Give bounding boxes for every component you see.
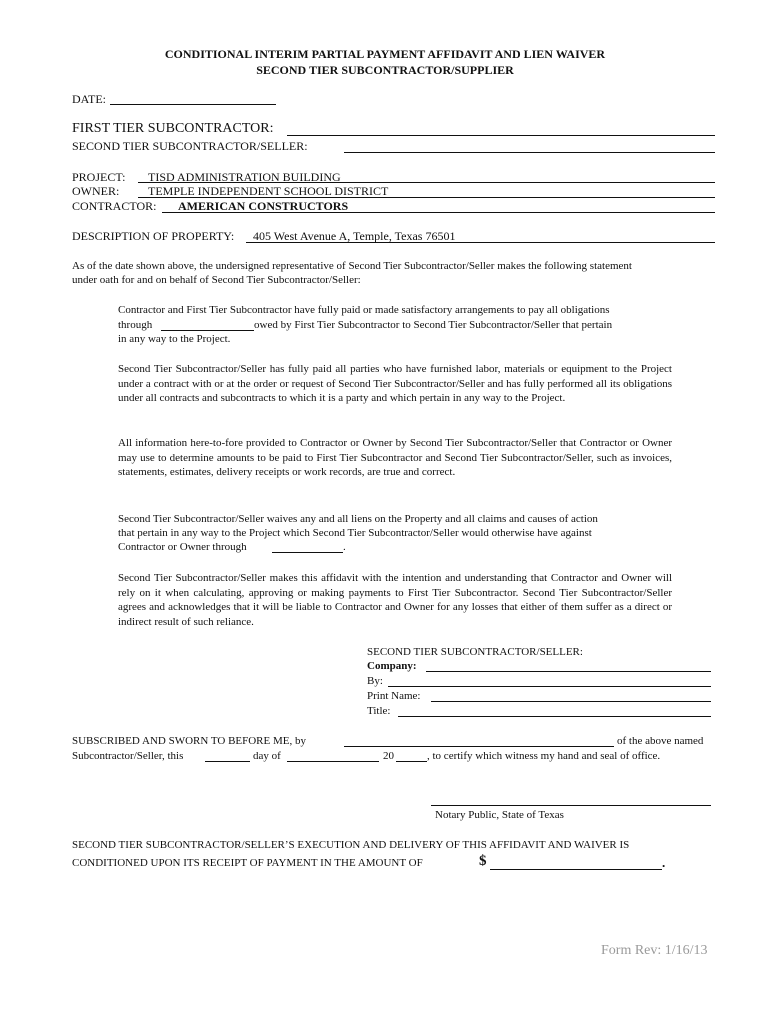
p1-line-2: owed by First Tier Subcontractor to Second Tier Subcontractor/Seller that pertain [254,319,613,331]
p4-line-3: Contractor or Owner through [118,541,247,553]
sworn-day-field[interactable] [205,761,250,762]
dollar-sign: $ [479,853,487,869]
title-field[interactable] [398,716,711,717]
second-tier-label: SECOND TIER SUBCONTRACTOR/SELLER: [72,139,308,153]
property-label: DESCRIPTION OF PROPERTY: [72,229,235,243]
sworn-line-2c: 20 [383,750,394,762]
owner-label: OWNER: [72,184,120,198]
p1-line-1: Contractor and First Tier Subcontractor have fully paid or made satisfactory arrangements to pay all obligations [118,304,610,316]
company-label-text: Company [367,660,413,672]
p4-through-date-field[interactable] [272,552,343,553]
project-value: TISD ADMINISTRATION BUILDING [148,170,341,184]
condition-line-1: SECOND TIER SUBCONTRACTOR/SELLER’S EXECUTION AND DELIVERY OF THIS AFFIDAVIT AND WAIVER IS [72,839,630,851]
sworn-line-1b: of the above named [617,735,704,747]
first-tier-label: FIRST TIER SUBCONTRACTOR: [72,121,274,136]
p4-line-1: Second Tier Subcontractor/Seller waives any and all liens on the Property and all claims and causes of action [118,513,598,525]
print-name-label: Print Name: [367,690,421,702]
amount-period: . [662,855,666,870]
owner-value: TEMPLE INDEPENDENT SCHOOL DISTRICT [148,184,389,198]
p2-text: Second Tier Subcontractor/Seller has fully paid all parties who have furnished labor, materials or equipment to the Project under a contract with or at the order or request of Second Tier Subcontractor/Seller and has fully performed all its obligations under all contracts and subcontracts to which it is a party and which pertain in any way to the Project. [118,363,672,405]
sworn-by-field[interactable] [344,746,614,747]
company-colon: : [412,660,417,672]
p1-through-date-field[interactable] [161,330,254,331]
project-label: PROJECT: [72,170,126,184]
sworn-line-2a: Subcontractor/Seller, this [72,750,184,762]
form-title: CONDITIONAL INTERIM PARTIAL PAYMENT AFFIDAVIT AND LIEN WAIVER [164,47,606,61]
notary-signature-field[interactable] [431,805,711,806]
p1-line-3: in any way to the Project. [118,333,231,345]
project-field[interactable] [138,182,715,183]
sworn-line-2d: , to certify which witness my hand and seal of office. [427,750,661,762]
form-subtitle: SECOND TIER SUBCONTRACTOR/SUPPLIER [256,63,514,77]
print-name-field[interactable] [431,701,711,702]
p3-text: All information here-to-fore provided to Contractor or Owner by Second Tier Subcontractor/Seller that Contractor or Owner may use to determine amounts to be paid to First Tier Subcontractor and Second Tier Subcontractor/Seller, such as invoices, statements, estimates, delivery receipts or work records, are true and correct. [118,437,672,479]
date-label: DATE: [72,92,106,106]
property-field[interactable] [246,242,715,243]
p1-through: through [118,319,153,331]
company-field[interactable] [426,671,711,672]
sworn-month-field[interactable] [287,761,379,762]
intro-line-1: As of the date shown above, the undersigned representative of Second Tier Subcontractor/Seller makes the following statement [72,260,632,272]
condition-line-2: CONDITIONED UPON ITS RECEIPT OF PAYMENT IN THE AMOUNT OF [72,857,423,869]
date-field[interactable] [110,104,276,105]
contractor-label: CONTRACTOR: [72,199,157,213]
second-tier-field[interactable] [344,152,715,153]
signature-heading: SECOND TIER SUBCONTRACTOR/SELLER: [367,646,583,658]
notary-label: Notary Public, State of Texas [435,809,564,821]
sworn-line-1a: SUBSCRIBED AND SWORN TO BEFORE ME, by [72,735,306,747]
p5-text: Second Tier Subcontractor/Seller makes this affidavit with the intention and understanding that Contractor and Owner will rely on it when calculating, approving or making payments to First Tier Subcontractor. Second Tier Subcontractor/Seller agrees and acknowledges that it will be liable to Contractor and Owner for any losses that either of them suffer as a direct or indirect result of such reliance. [118,572,672,628]
sworn-line-2b: day of [253,750,281,762]
payment-amount-field[interactable] [490,869,662,870]
p4-line-2: that pertain in any way to the Project which Second Tier Subcontractor/Seller would otherwise have against [118,527,592,539]
contractor-value: AMERICAN CONSTRUCTORS [178,199,349,213]
p4-period: . [343,541,346,553]
property-value: 405 West Avenue A, Temple, Texas 76501 [253,229,456,243]
first-tier-field[interactable] [287,135,715,136]
contractor-field[interactable] [162,212,715,213]
title-label: Title: [367,705,391,717]
owner-field[interactable] [138,197,715,198]
by-field[interactable] [388,686,711,687]
sworn-year-field[interactable] [396,761,427,762]
by-label: By: [367,675,383,687]
intro-line-2: under oath for and on behalf of Second Tier Subcontractor/Seller: [72,274,361,286]
company-label [367,660,417,672]
form-revision: Form Rev: 1/16/13 [601,943,708,958]
